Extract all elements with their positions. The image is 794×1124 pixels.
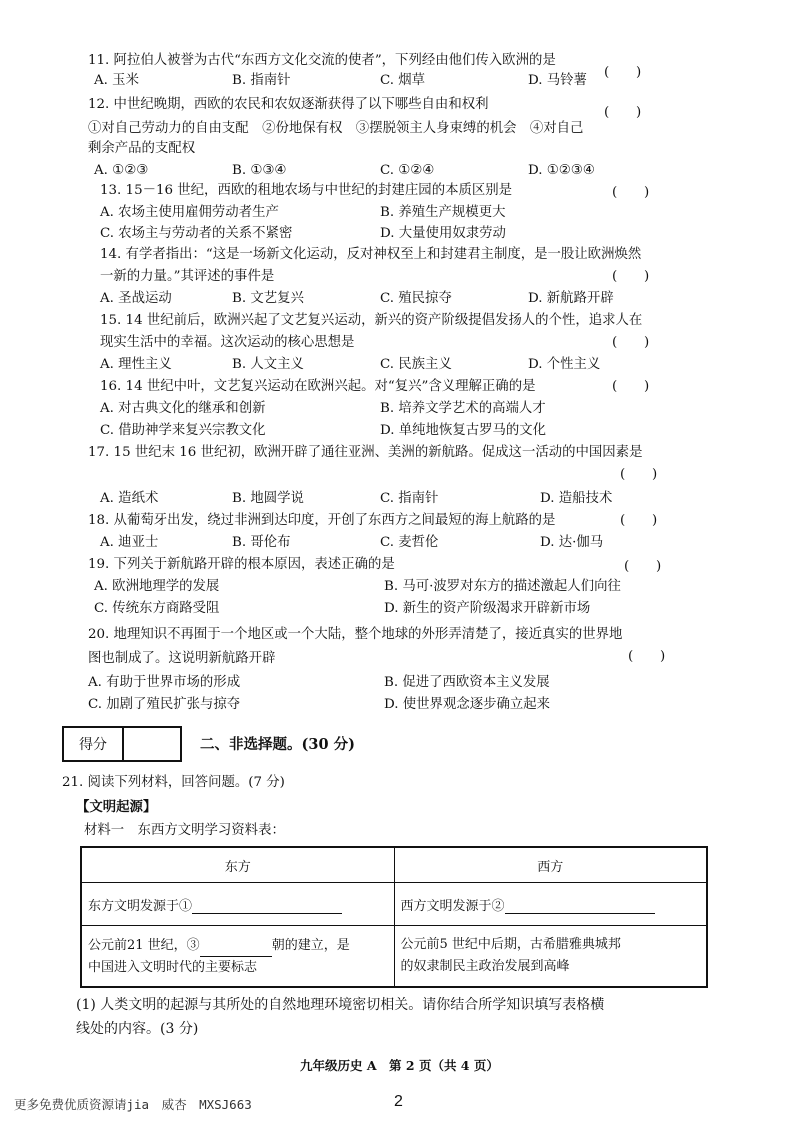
score-box: [62, 726, 182, 762]
west-event-text-a: 公元前5 世纪中后期，古希腊雅典城邦: [400, 937, 621, 952]
question-12-items: ①对自己劳动力的自由支配 ②份地保有权 ③摆脱领主人身束缚的机会 ④对自己: [88, 121, 584, 136]
material-table: [80, 846, 708, 988]
q12-option-a: A. ①②③: [94, 163, 149, 178]
blank-1[interactable]: [192, 898, 342, 914]
blank-2[interactable]: [505, 898, 655, 914]
question-13-stem: 13. 15－16 世纪，西欧的租地农场与中世纪的封建庄园的本质区别是: [100, 183, 513, 198]
table-cell-east-event: [81, 926, 394, 988]
question-15-stem: 15. 14 世纪前后，欧洲兴起了文艺复兴运动，新兴的资产阶级提倡发扬人的个性，追求人在: [100, 313, 643, 328]
table-header-west: 西方: [394, 847, 707, 883]
q17-option-c: C. 指南针: [380, 491, 439, 506]
answer-paren-15: ( ): [612, 335, 650, 350]
answer-paren-14: ( ): [612, 269, 650, 284]
page-number: 2: [394, 1093, 403, 1110]
section-tag-civilization-origin: 【文明起源】: [76, 799, 157, 815]
q13-option-b: B. 养殖生产规模更大: [380, 205, 506, 220]
q19-option-a: A. 欧洲地理学的发展: [94, 579, 220, 594]
question-19-stem: 19. 下列关于新航路开辟的根本原因，表述正确的是: [88, 557, 395, 572]
q20-option-d: D. 使世界观念逐步确立起来: [384, 697, 551, 712]
question-14-stem: 14. 有学者指出：“这是一场新文化运动，反对神权至上和封建君主制度，是一股让欧洲焕然: [100, 247, 642, 262]
q19-option-d: D. 新生的资产阶级渴求开辟新市场: [384, 601, 591, 616]
table-cell-east-origin: [81, 883, 394, 926]
east-event-text-b: 朝的建立，是: [271, 937, 350, 953]
q17-option-d: D. 造船技术: [540, 491, 613, 506]
question-16-stem: 16. 14 世纪中叶，文艺复兴运动在欧洲兴起。对“复兴”含义理解正确的是: [100, 379, 536, 394]
answer-paren-16: ( ): [612, 379, 650, 394]
page-footer-info: 九年级历史 A 第 2 页（共 4 页）: [300, 1058, 499, 1073]
q15-option-b: B. 人文主义: [232, 357, 304, 372]
west-origin-text: 西方文明发源于②: [400, 898, 505, 914]
q15-option-a: A. 理性主义: [100, 357, 172, 372]
q12-option-d: D. ①②③④: [528, 163, 595, 178]
question-14-stem-cont: 一新的力量。”其评述的事件是: [100, 269, 275, 284]
answer-paren-18: ( ): [620, 513, 658, 528]
q12-option-c: C. ①②④: [380, 163, 435, 178]
q14-option-a: A. 圣战运动: [100, 291, 172, 306]
q11-option-d: D. 马铃薯: [528, 73, 587, 88]
question-20-stem-cont: 图也制成了。这说明新航路开辟: [88, 651, 276, 666]
q11-option-a: A. 玉米: [94, 73, 139, 88]
q18-option-d: D. 达·伽马: [540, 535, 604, 550]
answer-paren-20: ( ): [628, 649, 666, 664]
question-12-items-cont: 剩余产品的支配权: [88, 141, 196, 156]
q17-option-a: A. 造纸术: [100, 491, 159, 506]
q14-option-c: C. 殖民掠夺: [380, 291, 452, 306]
question-17-stem: 17. 15 世纪末 16 世纪初，欧洲开辟了通往亚洲、美洲的新航路。促成这一活动的中国因素是: [88, 445, 643, 460]
score-entry-cell[interactable]: [124, 728, 180, 760]
answer-paren-13: ( ): [612, 185, 650, 200]
q15-option-d: D. 个性主义: [528, 357, 601, 372]
q11-option-b: B. 指南针: [232, 73, 291, 88]
east-event-text-c: 中国进入文明时代的主要标志: [88, 959, 258, 975]
answer-paren-19: ( ): [624, 559, 662, 574]
q16-option-b: B. 培养文学艺术的高端人才: [380, 401, 546, 416]
q13-option-d: D. 大量使用奴隶劳动: [380, 226, 506, 241]
question-12-stem: 12. 中世纪晚期，西欧的农民和农奴逐渐获得了以下哪些自由和权利: [88, 97, 489, 112]
material-1-label: 材料一 东西方文明学习资料表：: [84, 823, 285, 838]
q20-option-a: A. 有助于世界市场的形成: [88, 675, 241, 690]
q19-option-b: B. 马可·波罗对东方的描述激起人们向往: [384, 579, 621, 594]
question-15-stem-cont: 现实生活中的幸福。这次运动的核心思想是: [100, 335, 355, 350]
q17-option-b: B. 地圆学说: [232, 491, 304, 506]
east-event-text-a: 公元前21 世纪，③: [88, 937, 200, 953]
q13-option-c: C. 农场主与劳动者的关系不紧密: [100, 226, 293, 241]
q11-option-c: C. 烟草: [380, 73, 426, 88]
table-cell-west-origin: [394, 883, 707, 926]
promo-text: 更多免费优质资源请jia 威杏 MXSJ663: [14, 1097, 252, 1112]
answer-paren-17: ( ): [620, 467, 658, 482]
q20-option-c: C. 加剧了殖民扩张与掠夺: [88, 697, 241, 712]
question-11-stem: 11. 阿拉伯人被誉为古代“东西方文化交流的使者”，下列经由他们传入欧洲的是: [88, 53, 556, 68]
q16-option-d: D. 单纯地恢复古罗马的文化: [380, 423, 547, 438]
q12-option-b: B. ①③④: [232, 163, 287, 178]
section-2-title: 二、非选择题。(30 分): [200, 736, 355, 753]
score-label: 得分: [64, 728, 124, 760]
q19-option-c: C. 传统东方商路受阻: [94, 601, 220, 616]
question-21-stem: 21. 阅读下列材料，回答问题。(7 分): [62, 775, 285, 790]
blank-3[interactable]: [200, 934, 272, 957]
q18-option-a: A. 迪亚士: [100, 535, 159, 550]
q16-option-a: A. 对古典文化的继承和创新: [100, 401, 266, 416]
q20-option-b: B. 促进了西欧资本主义发展: [384, 675, 550, 690]
west-event-text-b: 的奴隶制民主政治发展到高峰: [400, 959, 570, 974]
q18-option-c: C. 麦哲伦: [380, 535, 439, 550]
q14-option-d: D. 新航路开辟: [528, 291, 614, 306]
q15-option-c: C. 民族主义: [380, 357, 452, 372]
answer-paren-12: ( ): [604, 105, 642, 120]
east-origin-text: 东方文明发源于①: [88, 898, 193, 914]
question-20-stem: 20. 地理知识不再囿于一个地区或一个大陆，整个地球的外形弄清楚了，接近真实的世界地: [88, 627, 623, 642]
q13-option-a: A. 农场主使用雇佣劳动者生产: [100, 205, 279, 220]
q14-option-b: B. 文艺复兴: [232, 291, 304, 306]
table-header-east: 东方: [81, 847, 394, 883]
subquestion-1-line-2: 线处的内容。(3 分): [76, 1021, 199, 1037]
table-cell-west-event: [394, 926, 707, 988]
q18-option-b: B. 哥伦布: [232, 535, 291, 550]
answer-paren-11: ( ): [604, 65, 642, 80]
q16-option-c: C. 借助神学来复兴宗教文化: [100, 423, 266, 438]
question-18-stem: 18. 从葡萄牙出发，绕过非洲到达印度，开创了东西方之间最短的海上航路的是: [88, 513, 556, 528]
subquestion-1-line-1: (1) 人类文明的起源与其所处的自然地理环境密切相关。请你结合所学知识填写表格横: [76, 997, 605, 1013]
